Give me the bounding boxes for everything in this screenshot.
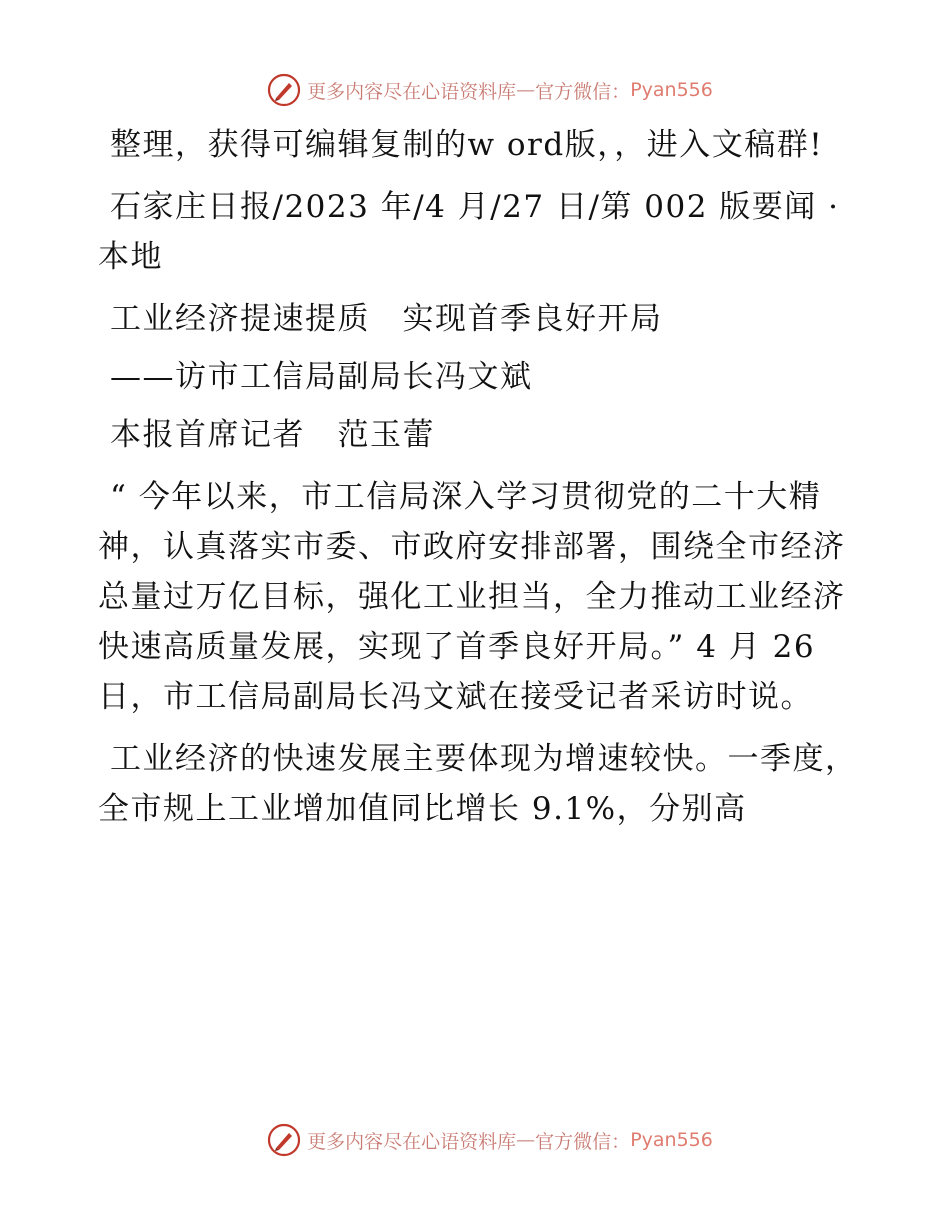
header-watermark (0, 70, 950, 110)
watermark-wechat-id: Pyan556 (630, 79, 713, 101)
source-line: 石家庄日报/2023 年/4 月/27 日/第 002 版要闻 · 本地 (98, 189, 840, 275)
watermark-separator: — (516, 1129, 536, 1151)
article-byline: 本报首席记者 范玉蕾 (110, 417, 435, 453)
article-title: 工业经济提速提质 实现首季良好开局 (110, 301, 663, 337)
pen-logo-icon (267, 1123, 301, 1157)
body-paragraph-1: “ 今年以来，市工信局深入学习贯彻党的二十大精神，认真落实市委、市政府安排部署，围绕全市经济总量过万亿目标，强化工业担当，全力推动工业经济快速高质量发展，实现了首季良好开局。” 4 月 26 日，市工信局副局长冯文斌在接受记者采访时说。 (98, 479, 846, 715)
intro-paragraph: 整理，获得可编辑复制的w ord版，，进入文稿群! (110, 127, 824, 163)
watermark-text: 更多内容尽在心语资料库 (307, 1130, 517, 1153)
watermark-wechat-label: 官方微信： (535, 80, 631, 103)
body-paragraph-2: 工业经济的快速发展主要体现为增速较快。一季度，全市规上工业增加值同比增长 9.1%，分别高 (98, 741, 858, 827)
pen-logo-icon (267, 73, 301, 107)
article-subtitle: ——访市工信局副局长冯文斌 (110, 359, 533, 395)
watermark-separator: — (516, 79, 536, 101)
watermark-text: 更多内容尽在心语资料库 (307, 80, 517, 103)
watermark-wechat-id: Pyan556 (630, 1129, 713, 1151)
document-body (98, 120, 858, 846)
footer-watermark (0, 1120, 950, 1160)
watermark-wechat-label: 官方微信： (535, 1130, 631, 1153)
